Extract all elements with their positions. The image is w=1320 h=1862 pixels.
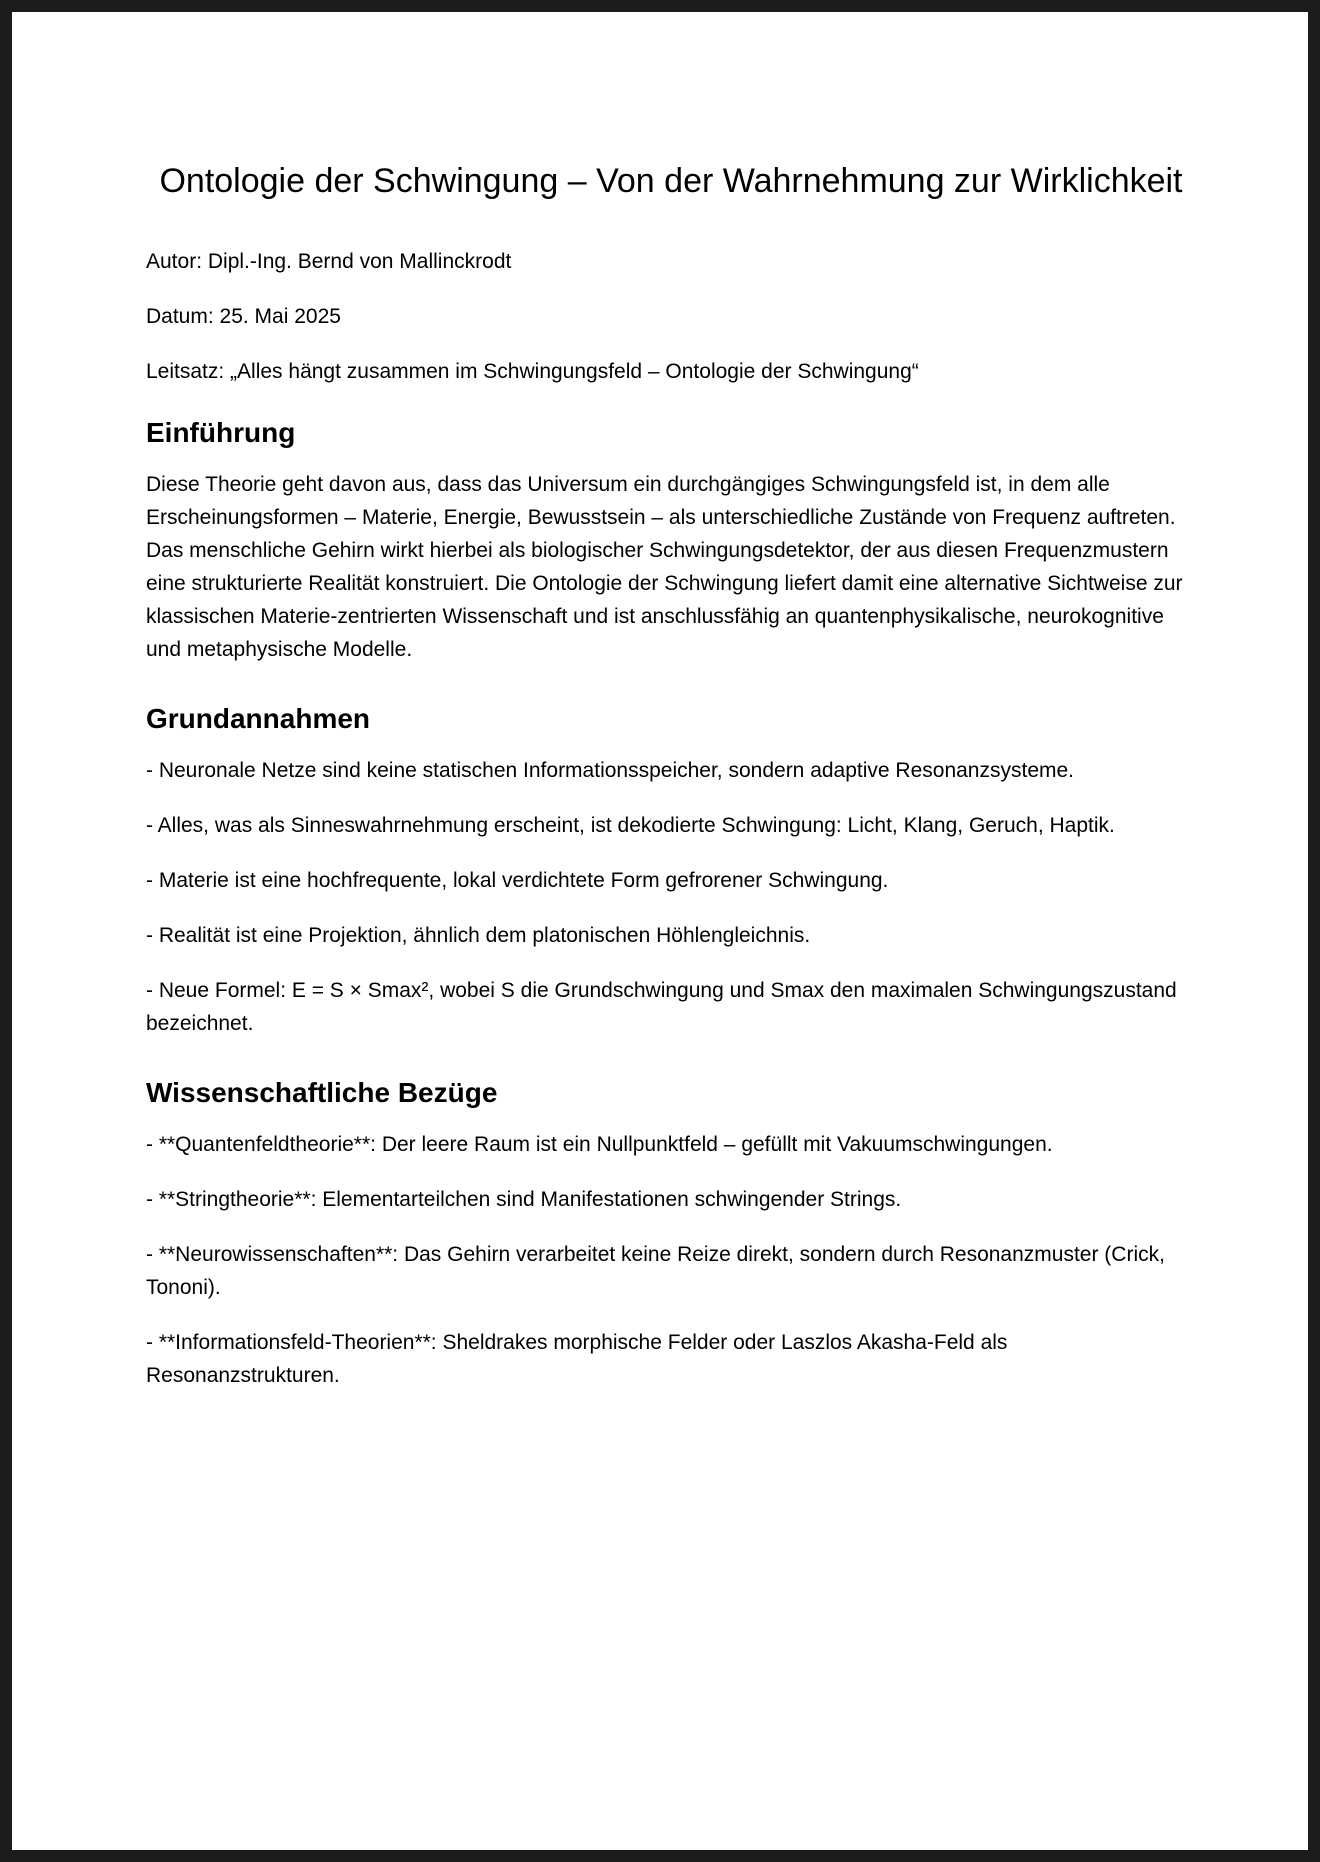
list-item: - **Informationsfeld-Theorien**: Sheldrakes morphische Felder oder Laszlos Akasha-Feld als Resonanzstrukturen. <box>146 1331 1008 1387</box>
document-meta <box>146 248 1196 386</box>
section-paragraph: Diese Theorie geht davon aus, dass das Universum ein durchgängiges Schwingungsfeld ist, in dem alle Erscheinungsformen – Materie, Energie, Bewusstsein – als unterschiedliche Zustände von Frequenz auftreten. Das menschliche Gehirn wirkt hierbei als biologischer Schwingungsdetektor, der aus diesen Frequenzmustern eine strukturierte Realität konstruiert. Die Ontologie der Schwingung liefert damit eine alternative Sichtweise zur klassischen Materie-zentrierten Wissenschaft und ist anschlussfähig an quantenphysikalische, neurokognitive und metaphysische Modelle. <box>146 473 1183 661</box>
list-item: - Neue Formel: E = S × Smax², wobei S die Grundschwingung und Smax den maximalen Schwingungszustand bezeichnet. <box>146 979 1177 1035</box>
section-introduction <box>146 416 1196 666</box>
section-heading: Einführung <box>146 417 296 448</box>
list-item: - Materie ist eine hochfrequente, lokal verdichtete Form gefrorener Schwingung. <box>146 869 889 892</box>
section-assumptions <box>146 702 1196 1040</box>
list-item: - Realität ist eine Projektion, ähnlich dem platonischen Höhlengleichnis. <box>146 924 811 947</box>
section-scientific-references <box>146 1076 1196 1392</box>
document-page <box>12 12 1308 1850</box>
list-item: - **Neurowissenschaften**: Das Gehirn verarbeitet keine Reize direkt, sondern durch Resonanzmuster (Crick, Tononi). <box>146 1243 1165 1299</box>
date-line: Datum: 25. Mai 2025 <box>146 305 341 328</box>
list-item: - **Stringtheorie**: Elementarteilchen sind Manifestationen schwingender Strings. <box>146 1188 902 1211</box>
list-item: - **Quantenfeldtheorie**: Der leere Raum ist ein Nullpunktfeld – gefüllt mit Vakuumschwingungen. <box>146 1133 1053 1156</box>
section-heading: Wissenschaftliche Bezüge <box>146 1077 498 1108</box>
document-content <box>146 160 1196 1428</box>
list-item: - Neuronale Netze sind keine statischen Informationsspeicher, sondern adaptive Resonanzsysteme. <box>146 759 1075 782</box>
motto-line: Leitsatz: „Alles hängt zusammen im Schwingungsfeld – Ontologie der Schwingung“ <box>146 360 919 383</box>
section-heading: Grundannahmen <box>146 703 371 734</box>
list-item: - Alles, was als Sinneswahrnehmung erscheint, ist dekodierte Schwingung: Licht, Klang, Geruch, Haptik. <box>146 814 1115 837</box>
author-line: Autor: Dipl.-Ing. Bernd von Mallinckrodt <box>146 250 512 273</box>
document-title: Ontologie der Schwingung – Von der Wahrnehmung zur Wirklichkeit <box>159 162 1183 200</box>
